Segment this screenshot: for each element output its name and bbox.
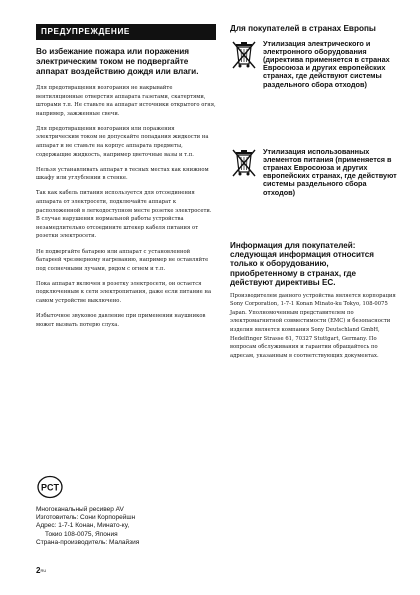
page-number — [36, 566, 46, 575]
page-language-code: RU — [40, 568, 47, 573]
crossed-bin-icon — [230, 148, 258, 180]
paragraph-power-cable: Так как кабель питания используется для отсоединения аппарата от электросети, подключайте аппарат к расположенной в легкодоступном месте розетке электросети. В случае нарушения нормальной работы устройства незамедлительно отсоедините штекер кабеля питания от розетки электросети. — [36, 190, 212, 240]
pct-logo-text: PCT — [41, 482, 59, 493]
page-number-value: 2 — [36, 566, 41, 575]
paragraph-ventilation: Для предотвращения возгорания не накрывайте вентиляционные отверстия аппарата газетами, скатертями, шторами т.п. Не ставьте на аппарат источники открытого огня, например, зажженные свечи. — [36, 85, 216, 117]
left-column — [36, 24, 216, 336]
paragraph-standby-power: Пока аппарат включен в розетку электросети, он остается подключенным к сети электропитания, даже если питание на самом устройстве выключено. — [36, 280, 212, 304]
europe-title: Для покупателей в странах Европы — [230, 24, 376, 33]
manufacturer-line: Изготовитель: Сони Корпорейшн — [36, 514, 136, 522]
country-of-origin: Страна-производитель: Малайзия — [36, 538, 140, 546]
battery-disposal-block — [230, 148, 396, 241]
weee-disposal-block — [230, 40, 396, 148]
right-column — [230, 24, 396, 367]
paragraph-placement: Нельзя устанавливать аппарат в тесных местах как книжном шкафу или углублении в стенке. — [36, 166, 209, 182]
product-name: Многоканальный ресивер AV — [36, 506, 124, 513]
paragraph-headphones: Избыточное звуковое давление при применении наушников может вызвать потерю слуха. — [36, 313, 206, 328]
warning-heading: Во избежание пожара или поражения электрическим током не подвергайте аппарат воздействию дождя или влаги. — [36, 47, 199, 76]
battery-disposal-text: Утилизация использованных элементов питания (применяется в странах Евросоюза и других европейских странах, где действуют системы раздельного сбора отходов) — [263, 146, 397, 197]
crossed-bin-icon — [230, 40, 258, 72]
weee-disposal-text: Утилизация электрического и электронного оборудования (директива применяется в странах Евросоюза и других европейских странах, где действуют системы раздельного сбора отходов) — [263, 38, 390, 89]
manufacturer-info — [36, 506, 236, 547]
eu-info-text: Производителем данного устройства является корпорация Sony Corporation, 1-7-1 Konan Minato-ku Tokyo, 108-0075 Japan. Уполномоченным представителем по электромагнитной совместимости (EMC) и безопасности изделия является компания Sony Deutschland GmbH, Hedelfinger Strasse 61, 70327 Stuttgart, Germany. По вопросам обслуживания и гарантии обращайтесь по адресам, указанным в соответствующих документах. — [230, 292, 396, 359]
warning-label: ПРЕДУПРЕЖДЕНИЕ — [36, 24, 216, 40]
address-line-1: Адрес: 1-7-1 Конан, Минато-ку, — [36, 522, 130, 530]
pct-certification-logo — [36, 474, 66, 500]
paragraph-battery-heat: Не подвергайте батарею или аппарат с установленной батареей чрезмерному нагреванию, например не оставляйте под солнечными лучами, рядом с огнем и т.п. — [36, 248, 209, 272]
address-line-2: Токио 108-0075, Япония — [45, 530, 118, 538]
eu-info-heading: Информация для покупателей: следующая информация относится только к оборудованию, приобретенному в странах, где действуют директивы ЕС. — [230, 240, 375, 288]
paragraph-liquid: Для предотвращения возгорания или поражения электрическим током не допускайте попадания жидкости на аппарат и не ставьте на корпус аппарата предметы, содержащие жидкость, например цветочные вазы и т.п. — [36, 125, 209, 158]
